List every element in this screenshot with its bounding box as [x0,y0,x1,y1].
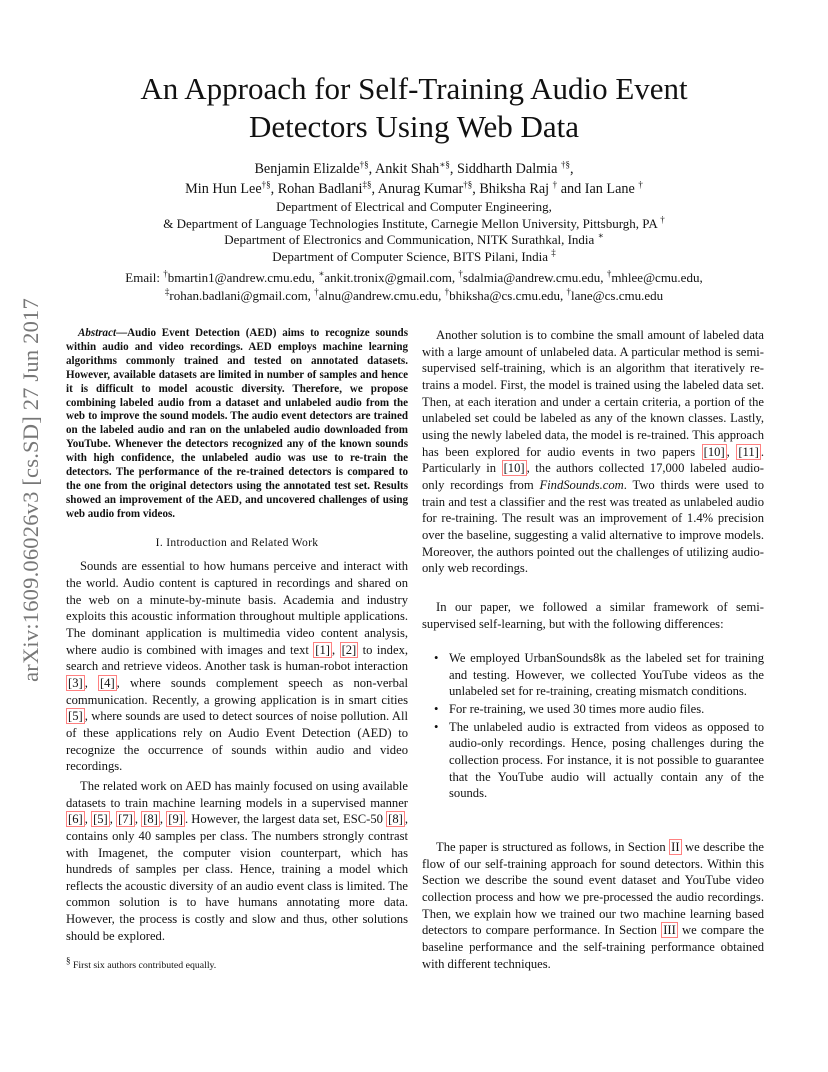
author-mark: †§ [359,159,369,170]
abstract-header: Abstract [78,327,117,339]
list-item: • The unlabeled audio is extracted from videos as opposed to audio-only recordings. Hence, posing challenges during the collection process. For instance, it is not possible to guarantee that the YouTube audio will actually contain any of the sounds. [449,719,764,802]
citation-link[interactable]: [6] [68,812,83,827]
author-mark: ‡§ [362,179,372,190]
email-link[interactable]: alnu@andrew.cmu.edu, [318,287,442,303]
email-label: Email: [125,269,164,285]
footnote: § First six authors contributed equally. [66,955,217,971]
list-item: • For re-training, we used 30 times more audio files. [449,701,764,718]
citation-link[interactable]: [4] [99,675,115,690]
citation-link[interactable]: [1] [315,642,330,657]
citation-link[interactable]: [5] [68,709,83,724]
citation-link[interactable]: [9] [168,812,183,827]
citation-link[interactable]: [2] [341,642,357,657]
structure-paragraph: The paper is structured as follows, in Section II we describe the flow of our self-training approach for sound detectors. Within this Section we describe the sound event dataset and YouTube video collection process and how we pre-processed the audio recordings. Then, we explain how we trained our two machine learning based detectors to compare performance. In Section III we compare the baseline performance and the self-training performance obtained with different techniques. [422,840,764,971]
email-link[interactable]: ankit.tronix@gmail.com, [324,269,456,285]
author-name: Rohan Badlani [277,181,363,197]
affiliation-4: Department of Computer Science, BITS Pilani, India ‡ [272,247,556,265]
citation-link[interactable]: [10] [703,444,725,459]
authors-line-2: Min Hun Lee†§, Rohan Badlani‡§, Anurag Kumar†§, Bhiksha Raj † and Ian Lane † [185,179,643,197]
authors [70,159,758,199]
affiliation-2: & Department of Language Technologies Institute, Carnegie Mellon University, Pittsburgh, PA † [163,214,665,231]
differences-intro: In our paper, we followed a similar framework of semi-supervised self-learning, but with the following differences: [422,599,764,631]
author-name: Ian Lane [584,181,639,197]
abstract-text: —Audio Event Detection (AED) aims to recognize sounds within audio and video recordings. AED employs machine learning algorithms commonly trained and tested on annotated datasets. However, available datasets are limited in number of samples and hence it is difficult to model acoustic diversity. Therefore, we propose combining labeled audio from a dataset and unlabeled audio from the web to improve the sound models. The audio event detectors are trained on the labeled audio and ran on the unlabeled audio downloaded from YouTube. Whenever the detectors recognized any of the known sounds with high confidence, the unlabeled audio was use to re-train the detectors. The performance of the re-trained detectors is compared to the one from the original detectors using the annotated test set. Results showed an improvement of the AED, and uncovered challenges of using web audio from videos. [66,327,408,520]
emails [70,269,758,305]
emails-line-2: ‡rohan.badlani@gmail.com, †alnu@andrew.cmu.edu, †bhiksha@cs.cmu.edu, †lane@cs.cmu.edu [164,286,664,303]
emphasized-text: FindSounds.com [539,477,624,492]
citation-link[interactable]: [8] [388,812,403,827]
email-link[interactable]: sdalmia@andrew.cmu.edu, [462,269,604,285]
authors-line-1: Benjamin Elizalde†§, Ankit Shah∗§, Siddharth Dalmia †§, [254,159,574,177]
citation-link[interactable]: [10] [503,461,525,476]
citation-link[interactable]: [3] [68,675,83,690]
citation-link[interactable]: [8] [143,812,158,827]
paper-title: An Approach for Self-Training Audio Event Detectors Using Web Data [140,71,688,144]
author-name: Siddharth Dalmia [456,161,561,177]
intro-paragraph-1: Sounds are essential to how humans perceive and interact with the world. Audio content is captured in recordings and shared on the web on a minute-by-minute basis. Academia and industry exploits this acoustic information throughout multiple applications. The dominant application is multimedia video content analysis, where audio is combined with images and text [1] , [2] to index, search and retrieve videos. Another task is human-robot interaction [3] , [4] , where sounds complement speech as non-verbal communication. Recently, a growing application is in smart cities [5] , where sounds are used to detect sources of noise pollution. All of these applications rely on Audio Event Detection (AED) to recognize the occurrence of sounds within audio and video recordings. [66,559,409,774]
author-mark: †§ [463,179,473,190]
email-link[interactable]: bmartin1@andrew.cmu.edu, [167,269,315,285]
emails-line-1: Email: †bmartin1@andrew.cmu.edu, ∗ankit.tronix@gmail.com, †sdalmia@andrew.cmu.edu, †mhlee@cmu.edu, [125,268,703,285]
section-heading: I. Introduction and Related Work [155,535,319,549]
author-mark: †§ [261,179,271,190]
left-column [66,327,408,944]
citation-link[interactable]: III [663,923,676,938]
citation-link[interactable]: [11] [738,444,759,459]
email-link[interactable]: lane@cs.cmu.edu [571,287,664,303]
author-name: Benjamin Elizalde [254,161,360,177]
author-name: Bhiksha Raj [479,181,553,197]
right-column [422,327,764,972]
abstract [66,327,408,522]
intro-paragraph-2: The related work on AED has mainly focused on using available datasets to train machine learning models in a supervised manner [6] , [5] , [7] , [8] , [9] . However, the largest data set, ESC-50 [8] , contains only 40 samples per class. The numbers strongly contrast with Imagenet, the computer vision counterpart, which has hundreds of samples per class. Hence, training a model which reflects the acoustic diversity of an audio event class is limited. The common solution is to have humans annotating more data. However, the process is costly and slow and thus, other solutions should be explored. [66,778,409,943]
affiliation-1: Department of Electrical and Computer Engineering, [276,199,552,214]
email-link[interactable]: rohan.badlani@gmail.com, [169,287,311,303]
email-link[interactable]: mhlee@cmu.edu, [611,269,703,285]
author-mark: † [552,179,558,190]
author-name: Ankit Shah [374,161,440,177]
email-link[interactable]: bhiksha@cs.cmu.edu, [449,287,564,303]
author-mark: †§ [560,159,570,170]
differences-list [422,650,764,802]
affiliation-3: Department of Electronics and Communication, NITK Surathkal, India ∗ [224,231,604,248]
citation-link[interactable]: [7] [118,812,133,827]
citation-link[interactable]: [5] [93,812,108,827]
citation-link[interactable]: II [671,840,680,855]
author-name: Anurag Kumar [377,181,464,197]
author-mark: † [638,179,643,190]
author-name: Min Hun Lee [185,181,262,197]
related-paragraph: Another solution is to combine the small amount of labeled data with a large amount of unlabeled data. A particular method is semi-supervised self-training, which is an algorithm that iteratively re-trains a model. First, the model is trained using the labeled data set. Then, at each iteration and under a certain criteria, a portion of the unlabeled set could be labeled as any of the known classes. Lastly, using the newly labeled data, the model is re-trained. This approach has been explored for audio events in two papers [10] , [11] . Particularly in [10] , the authors collected 17,000 labeled audio-only recordings from FindSounds.com. Two thirds were used to train and test a classifier and the rest was treated as unlabeled audio for re-training. The result was an improvement of 1.4% precision over the baseline, suggesting a valid alternative to improve models. Moreover, the authors pointed out the challenges of utilizing audio-only web recordings. [422,328,764,576]
list-item: • We employed UrbanSounds8k as the labeled set for training and testing. However, we collected YouTube videos as the unlabeled set for re-training, creating mismatch conditions. [449,650,764,700]
author-mark: ∗§ [439,159,450,170]
author-block [70,159,758,305]
arxiv-identifier: arXiv:1609.06026v3 [cs.SD] 27 Jun 2017 [18,298,43,682]
